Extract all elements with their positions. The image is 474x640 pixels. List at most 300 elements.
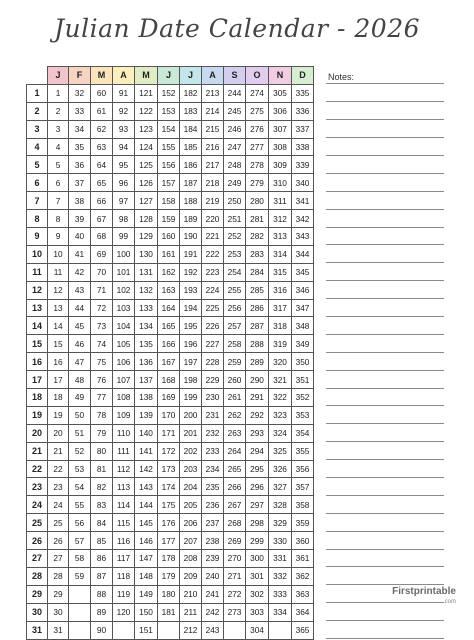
julian-day-cell: 329 <box>269 514 292 532</box>
julian-day-cell: 32 <box>69 84 91 102</box>
julian-day-cell: 259 <box>224 353 246 371</box>
table-row <box>27 389 314 407</box>
note-line <box>326 83 444 84</box>
table-row <box>27 174 314 192</box>
julian-day-cell: 314 <box>269 245 292 263</box>
day-number: 13 <box>27 299 48 317</box>
julian-day-cell: 263 <box>224 424 246 442</box>
julian-day-cell: 332 <box>269 567 292 585</box>
table-row <box>27 514 314 532</box>
julian-day-cell: 300 <box>246 550 269 568</box>
note-line <box>326 459 444 460</box>
julian-day-cell: 21 <box>48 442 69 460</box>
julian-day-cell: 19 <box>48 406 69 424</box>
day-number: 4 <box>27 138 48 156</box>
julian-day-cell: 14 <box>48 317 69 335</box>
day-number: 5 <box>27 156 48 174</box>
julian-day-cell: 280 <box>246 192 269 210</box>
julian-day-cell: 319 <box>269 335 292 353</box>
julian-day-cell: 166 <box>158 335 180 353</box>
julian-day-cell: 221 <box>202 228 224 246</box>
julian-day-cell: 30 <box>48 603 69 621</box>
table-row <box>27 371 314 389</box>
julian-day-cell: 315 <box>269 263 292 281</box>
julian-day-cell: 342 <box>292 210 314 228</box>
note-line <box>326 495 444 496</box>
julian-day-cell: 74 <box>91 335 113 353</box>
julian-day-cell: 144 <box>135 496 158 514</box>
julian-day-cell: 193 <box>180 281 202 299</box>
julian-day-cell: 79 <box>91 424 113 442</box>
julian-day-cell: 262 <box>224 406 246 424</box>
julian-day-cell: 134 <box>135 317 158 335</box>
day-number: 27 <box>27 550 48 568</box>
julian-day-cell: 271 <box>224 567 246 585</box>
julian-day-cell: 345 <box>292 263 314 281</box>
julian-day-cell: 75 <box>91 353 113 371</box>
julian-day-cell: 137 <box>135 371 158 389</box>
julian-day-cell: 317 <box>269 299 292 317</box>
julian-day-cell: 304 <box>246 621 269 639</box>
day-number: 20 <box>27 424 48 442</box>
julian-day-cell: 195 <box>180 317 202 335</box>
table-row <box>27 210 314 228</box>
julian-day-cell: 357 <box>292 478 314 496</box>
julian-day-cell: 55 <box>69 496 91 514</box>
julian-day-cell: 147 <box>135 550 158 568</box>
julian-day-cell: 91 <box>113 84 135 102</box>
julian-day-cell: 88 <box>91 585 113 603</box>
julian-day-cell: 355 <box>292 442 314 460</box>
julian-day-cell: 340 <box>292 174 314 192</box>
julian-day-cell: 124 <box>135 138 158 156</box>
table-row <box>27 120 314 138</box>
julian-day-cell: 107 <box>113 371 135 389</box>
julian-day-cell: 301 <box>246 567 269 585</box>
julian-day-cell: 194 <box>180 299 202 317</box>
julian-day-cell: 303 <box>246 603 269 621</box>
julian-day-cell: 13 <box>48 299 69 317</box>
julian-day-cell: 215 <box>202 120 224 138</box>
julian-day-cell: 139 <box>135 406 158 424</box>
julian-day-cell: 298 <box>246 514 269 532</box>
julian-day-cell: 142 <box>135 460 158 478</box>
julian-day-cell: 73 <box>91 317 113 335</box>
julian-day-cell: 6 <box>48 174 69 192</box>
julian-day-cell: 285 <box>246 281 269 299</box>
julian-day-cell: 232 <box>202 424 224 442</box>
julian-day-cell: 279 <box>246 174 269 192</box>
julian-day-cell: 282 <box>246 228 269 246</box>
julian-day-cell <box>69 621 91 639</box>
julian-day-cell: 45 <box>69 317 91 335</box>
julian-day-cell: 251 <box>224 210 246 228</box>
note-line <box>326 209 444 210</box>
table-row <box>27 442 314 460</box>
note-line <box>326 334 444 335</box>
julian-day-cell: 167 <box>158 353 180 371</box>
day-number: 18 <box>27 389 48 407</box>
julian-day-cell: 101 <box>113 263 135 281</box>
julian-day-cell: 339 <box>292 156 314 174</box>
day-number: 25 <box>27 514 48 532</box>
julian-day-cell: 295 <box>246 460 269 478</box>
julian-day-cell: 152 <box>158 84 180 102</box>
table-row <box>27 478 314 496</box>
julian-day-cell: 68 <box>91 228 113 246</box>
julian-day-cell: 70 <box>91 263 113 281</box>
julian-day-cell: 25 <box>48 514 69 532</box>
julian-day-cell: 222 <box>202 245 224 263</box>
julian-day-cell: 240 <box>202 567 224 585</box>
julian-day-cell: 250 <box>224 192 246 210</box>
julian-day-cell: 27 <box>48 550 69 568</box>
julian-day-cell: 22 <box>48 460 69 478</box>
julian-day-cell: 171 <box>158 424 180 442</box>
julian-day-cell: 118 <box>113 567 135 585</box>
julian-day-cell: 292 <box>246 406 269 424</box>
julian-day-cell: 236 <box>202 496 224 514</box>
julian-day-cell: 102 <box>113 281 135 299</box>
day-number: 31 <box>27 621 48 639</box>
julian-day-cell: 184 <box>180 120 202 138</box>
julian-day-cell: 82 <box>91 478 113 496</box>
julian-day-cell: 228 <box>202 353 224 371</box>
table-row <box>27 299 314 317</box>
julian-day-cell: 16 <box>48 353 69 371</box>
table-row <box>27 192 314 210</box>
julian-day-cell: 212 <box>180 621 202 639</box>
julian-day-cell: 223 <box>202 263 224 281</box>
julian-day-cell: 183 <box>180 102 202 120</box>
julian-day-cell: 96 <box>113 174 135 192</box>
julian-day-cell: 322 <box>269 389 292 407</box>
table-row <box>27 353 314 371</box>
day-number: 9 <box>27 228 48 246</box>
julian-day-cell: 64 <box>91 156 113 174</box>
julian-day-cell: 28 <box>48 567 69 585</box>
julian-day-cell: 23 <box>48 478 69 496</box>
julian-day-cell: 269 <box>224 532 246 550</box>
brand-logo <box>392 587 456 607</box>
julian-day-cell: 361 <box>292 550 314 568</box>
julian-day-cell: 182 <box>180 84 202 102</box>
julian-day-cell: 159 <box>158 210 180 228</box>
julian-day-cell: 126 <box>135 174 158 192</box>
julian-day-cell: 264 <box>224 442 246 460</box>
julian-day-cell: 116 <box>113 532 135 550</box>
julian-day-cell: 41 <box>69 245 91 263</box>
julian-day-cell: 133 <box>135 299 158 317</box>
note-line <box>326 513 444 514</box>
julian-day-cell: 141 <box>135 442 158 460</box>
table-row <box>27 424 314 442</box>
julian-day-cell: 296 <box>246 478 269 496</box>
note-line <box>326 423 444 424</box>
julian-day-cell: 50 <box>69 406 91 424</box>
julian-day-cell: 24 <box>48 496 69 514</box>
julian-day-cell: 278 <box>246 156 269 174</box>
julian-day-cell: 9 <box>48 228 69 246</box>
julian-day-cell: 297 <box>246 496 269 514</box>
julian-day-cell: 260 <box>224 371 246 389</box>
note-line <box>326 549 444 550</box>
julian-day-cell: 309 <box>269 156 292 174</box>
julian-day-cell: 353 <box>292 406 314 424</box>
day-number: 28 <box>27 567 48 585</box>
julian-day-cell: 158 <box>158 192 180 210</box>
julian-day-cell: 99 <box>113 228 135 246</box>
julian-day-cell: 310 <box>269 174 292 192</box>
julian-day-cell: 218 <box>202 174 224 192</box>
brand-domain: .com <box>442 599 456 605</box>
julian-day-cell: 208 <box>180 550 202 568</box>
note-line <box>326 119 444 120</box>
julian-day-cell: 77 <box>91 389 113 407</box>
julian-day-cell: 225 <box>202 299 224 317</box>
julian-day-cell: 235 <box>202 478 224 496</box>
julian-day-cell: 67 <box>91 210 113 228</box>
julian-day-cell: 47 <box>69 353 91 371</box>
julian-day-cell: 58 <box>69 550 91 568</box>
julian-day-cell: 352 <box>292 389 314 407</box>
julian-day-cell: 20 <box>48 424 69 442</box>
julian-day-cell: 109 <box>113 406 135 424</box>
table-row <box>27 621 314 639</box>
julian-day-cell: 140 <box>135 424 158 442</box>
julian-day-cell: 364 <box>292 603 314 621</box>
julian-day-cell: 252 <box>224 228 246 246</box>
julian-day-cell: 164 <box>158 299 180 317</box>
julian-day-cell: 119 <box>113 585 135 603</box>
julian-day-cell: 157 <box>158 174 180 192</box>
day-number: 15 <box>27 335 48 353</box>
julian-day-cell: 316 <box>269 281 292 299</box>
header-corner <box>27 67 48 85</box>
julian-day-cell: 288 <box>246 335 269 353</box>
julian-day-cell: 217 <box>202 156 224 174</box>
julian-day-cell: 130 <box>135 245 158 263</box>
julian-day-cell: 188 <box>180 192 202 210</box>
julian-day-cell: 344 <box>292 245 314 263</box>
table-row <box>27 156 314 174</box>
julian-day-cell: 44 <box>69 299 91 317</box>
julian-day-cell: 113 <box>113 478 135 496</box>
julian-day-cell: 71 <box>91 281 113 299</box>
note-line <box>326 316 444 317</box>
julian-day-cell: 239 <box>202 550 224 568</box>
julian-day-cell: 268 <box>224 514 246 532</box>
julian-day-cell: 219 <box>202 192 224 210</box>
julian-day-cell: 95 <box>113 156 135 174</box>
julian-day-cell: 257 <box>224 317 246 335</box>
note-line <box>326 477 444 478</box>
note-line <box>326 370 444 371</box>
julian-day-cell: 318 <box>269 317 292 335</box>
julian-calendar-table-container <box>26 66 314 640</box>
julian-day-cell: 238 <box>202 532 224 550</box>
julian-day-cell: 78 <box>91 406 113 424</box>
month-header: S <box>224 67 246 85</box>
day-number: 30 <box>27 603 48 621</box>
julian-day-cell: 333 <box>269 585 292 603</box>
note-line <box>326 191 444 192</box>
note-line <box>326 137 444 138</box>
julian-day-cell: 60 <box>91 84 113 102</box>
julian-day-cell: 121 <box>135 84 158 102</box>
julian-day-cell: 59 <box>69 567 91 585</box>
day-number: 1 <box>27 84 48 102</box>
day-number: 17 <box>27 371 48 389</box>
month-header: M <box>91 67 113 85</box>
note-line <box>326 620 444 621</box>
table-row <box>27 550 314 568</box>
julian-day-cell: 108 <box>113 389 135 407</box>
julian-day-cell: 196 <box>180 335 202 353</box>
julian-day-cell: 337 <box>292 120 314 138</box>
month-header: A <box>202 67 224 85</box>
julian-day-cell: 76 <box>91 371 113 389</box>
table-row <box>27 317 314 335</box>
month-header: A <box>113 67 135 85</box>
julian-day-cell: 61 <box>91 102 113 120</box>
month-header: J <box>180 67 202 85</box>
julian-day-cell: 37 <box>69 174 91 192</box>
julian-day-cell: 186 <box>180 156 202 174</box>
julian-day-cell: 122 <box>135 102 158 120</box>
day-number: 11 <box>27 263 48 281</box>
julian-day-cell: 51 <box>69 424 91 442</box>
julian-day-cell: 42 <box>69 263 91 281</box>
julian-day-cell: 253 <box>224 245 246 263</box>
julian-day-cell: 338 <box>292 138 314 156</box>
julian-day-cell: 359 <box>292 514 314 532</box>
day-number: 6 <box>27 174 48 192</box>
julian-day-cell: 216 <box>202 138 224 156</box>
julian-day-cell: 231 <box>202 406 224 424</box>
julian-day-cell: 36 <box>69 156 91 174</box>
julian-day-cell: 18 <box>48 389 69 407</box>
julian-day-cell: 1 <box>48 84 69 102</box>
table-row <box>27 460 314 478</box>
julian-day-cell: 220 <box>202 210 224 228</box>
julian-day-cell: 40 <box>69 228 91 246</box>
julian-day-cell: 229 <box>202 371 224 389</box>
julian-day-cell: 275 <box>246 102 269 120</box>
julian-day-cell: 120 <box>113 603 135 621</box>
julian-day-cell <box>69 603 91 621</box>
julian-day-cell: 85 <box>91 532 113 550</box>
julian-day-cell: 363 <box>292 585 314 603</box>
julian-day-cell: 15 <box>48 335 69 353</box>
julian-day-cell: 209 <box>180 567 202 585</box>
julian-day-cell: 117 <box>113 550 135 568</box>
julian-day-cell: 115 <box>113 514 135 532</box>
julian-day-cell: 84 <box>91 514 113 532</box>
julian-day-cell: 350 <box>292 353 314 371</box>
julian-day-cell: 149 <box>135 585 158 603</box>
note-line <box>326 441 444 442</box>
julian-day-cell: 135 <box>135 335 158 353</box>
julian-day-cell: 214 <box>202 102 224 120</box>
julian-day-cell: 156 <box>158 156 180 174</box>
julian-day-cell: 8 <box>48 210 69 228</box>
julian-day-cell: 33 <box>69 102 91 120</box>
julian-day-cell: 172 <box>158 442 180 460</box>
julian-day-cell: 150 <box>135 603 158 621</box>
julian-day-cell: 330 <box>269 532 292 550</box>
julian-day-cell: 258 <box>224 335 246 353</box>
julian-day-cell: 276 <box>246 120 269 138</box>
julian-day-cell: 287 <box>246 317 269 335</box>
julian-day-cell: 324 <box>269 424 292 442</box>
table-row <box>27 567 314 585</box>
julian-day-cell: 247 <box>224 138 246 156</box>
julian-day-cell: 180 <box>158 585 180 603</box>
julian-day-cell: 362 <box>292 567 314 585</box>
julian-day-cell: 346 <box>292 281 314 299</box>
table-row <box>27 603 314 621</box>
julian-day-cell: 249 <box>224 174 246 192</box>
table-row <box>27 281 314 299</box>
julian-day-cell: 57 <box>69 532 91 550</box>
month-header: J <box>158 67 180 85</box>
julian-day-cell: 94 <box>113 138 135 156</box>
julian-day-cell: 321 <box>269 371 292 389</box>
julian-day-cell: 11 <box>48 263 69 281</box>
julian-day-cell: 308 <box>269 138 292 156</box>
julian-day-cell: 97 <box>113 192 135 210</box>
julian-day-cell: 331 <box>269 550 292 568</box>
julian-day-cell: 154 <box>158 120 180 138</box>
julian-day-cell: 98 <box>113 210 135 228</box>
julian-day-cell: 323 <box>269 406 292 424</box>
julian-day-cell: 306 <box>269 102 292 120</box>
julian-day-cell: 43 <box>69 281 91 299</box>
table-row <box>27 245 314 263</box>
julian-day-cell: 347 <box>292 299 314 317</box>
julian-day-cell: 90 <box>91 621 113 639</box>
julian-day-cell <box>269 621 292 639</box>
julian-day-cell: 334 <box>269 603 292 621</box>
julian-day-cell: 53 <box>69 460 91 478</box>
julian-day-cell: 241 <box>202 585 224 603</box>
julian-day-cell: 49 <box>69 389 91 407</box>
page-title: Julian Date Calendar - 2026 <box>53 14 421 43</box>
julian-day-cell: 174 <box>158 478 180 496</box>
julian-day-cell: 266 <box>224 478 246 496</box>
day-number: 26 <box>27 532 48 550</box>
note-line <box>326 531 444 532</box>
julian-day-cell: 226 <box>202 317 224 335</box>
day-number: 12 <box>27 281 48 299</box>
julian-day-cell: 313 <box>269 228 292 246</box>
julian-day-cell: 256 <box>224 299 246 317</box>
julian-day-cell: 112 <box>113 460 135 478</box>
julian-day-cell: 291 <box>246 389 269 407</box>
day-number: 19 <box>27 406 48 424</box>
julian-day-cell: 100 <box>113 245 135 263</box>
julian-day-cell: 132 <box>135 281 158 299</box>
julian-day-cell: 62 <box>91 120 113 138</box>
julian-day-cell: 63 <box>91 138 113 156</box>
julian-day-cell: 273 <box>224 603 246 621</box>
julian-day-cell: 179 <box>158 567 180 585</box>
julian-day-cell: 204 <box>180 478 202 496</box>
table-row <box>27 263 314 281</box>
julian-day-cell: 185 <box>180 138 202 156</box>
julian-day-cell: 224 <box>202 281 224 299</box>
